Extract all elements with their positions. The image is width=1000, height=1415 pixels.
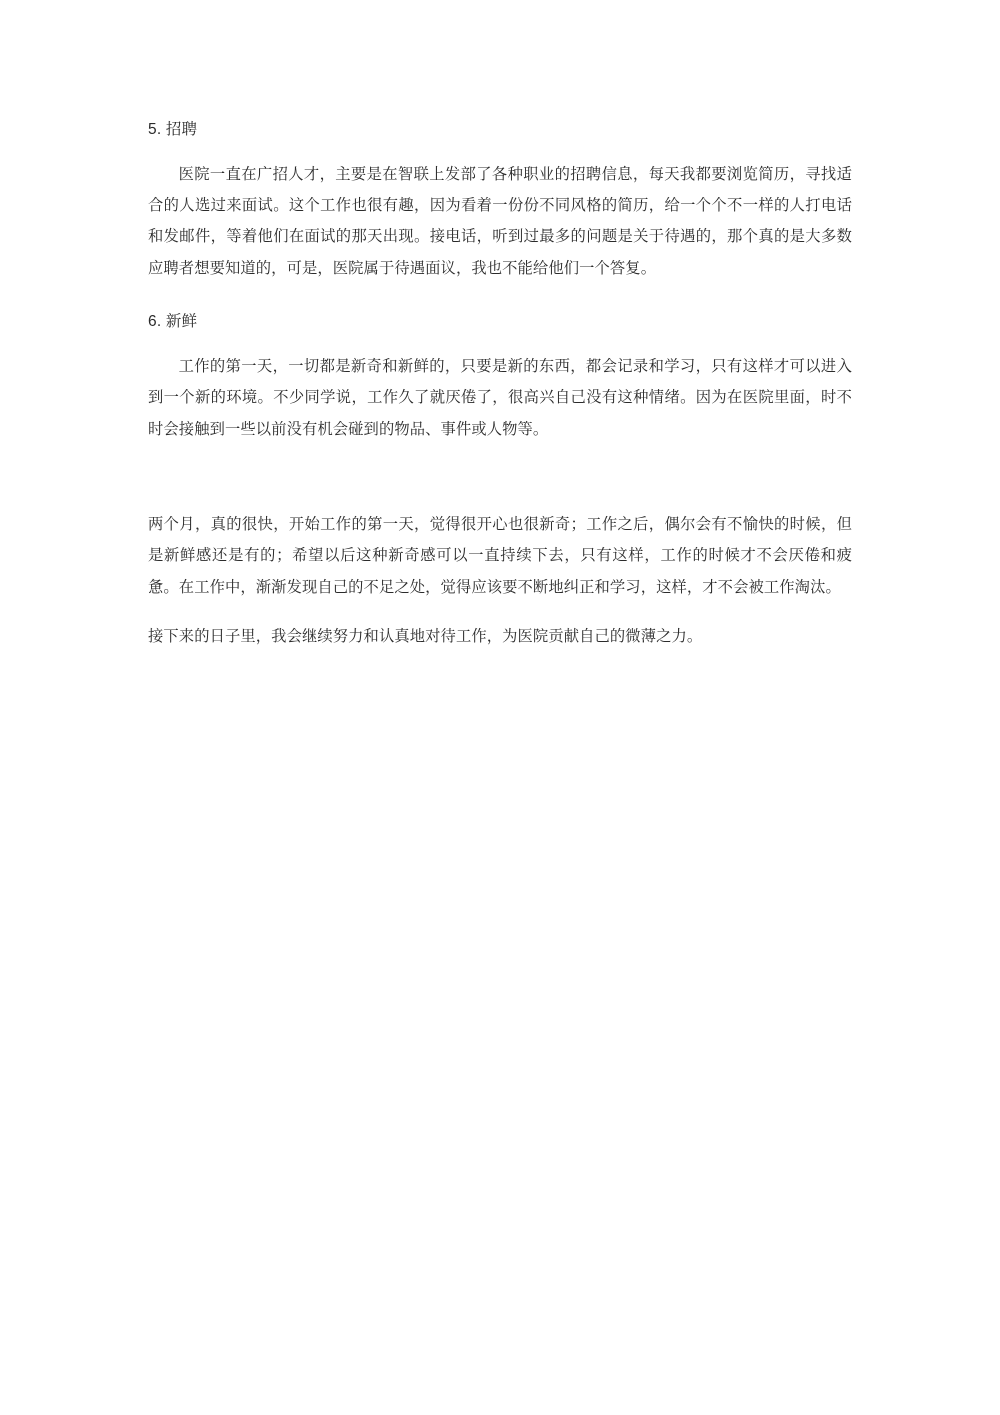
section-paragraph-5: 医院一直在广招人才，主要是在智联上发部了各种职业的招聘信息，每天我都要浏览简历，寻找适合的人选过来面试。这个工作也很有趣，因为看着一份份不同风格的简历，给一个个不一样的人打电话和发邮件，等着他们在面试的那天出现。接电话，听到过最多的问题是关于待遇的，那个真的是大多数应聘者想要知道的，可是，医院属于待遇面议，我也不能给他们一个答复。 (148, 165, 852, 277)
section-paragraph-6: 工作的第一天，一切都是新奇和新鲜的，只要是新的东西，都会记录和学习，只有这样才可以进入到一个新的环境。不少同学说，工作久了就厌倦了，很高兴自己没有这种情绪。因为在医院里面，时不时会接触到一些以前没有机会碰到的物品、事件或人物等。 (148, 357, 852, 438)
section-spacer-2 (148, 463, 852, 509)
section-spacer-1 (148, 302, 852, 310)
document-body (148, 118, 852, 652)
summary-paragraph: 两个月，真的很快，开始工作的第一天，觉得很开心也很新奇；工作之后，偶尔会有不愉快的时候，但是新鲜感还是有的；希望以后这种新奇感可以一直持续下去，只有这样，工作的时候才不会厌倦和疲惫。在工作中，渐渐发现自己的不足之处，觉得应该要不断地纠正和学习，这样，才不会被工作淘汰。 (148, 516, 852, 596)
closing-paragraph: 接下来的日子里，我会继续努力和认真地对待工作，为医院贡献自己的微薄之力。 (148, 628, 703, 646)
section-heading-6: 6. 新鲜 (148, 313, 198, 331)
section-heading-5: 5. 招聘 (148, 121, 198, 138)
